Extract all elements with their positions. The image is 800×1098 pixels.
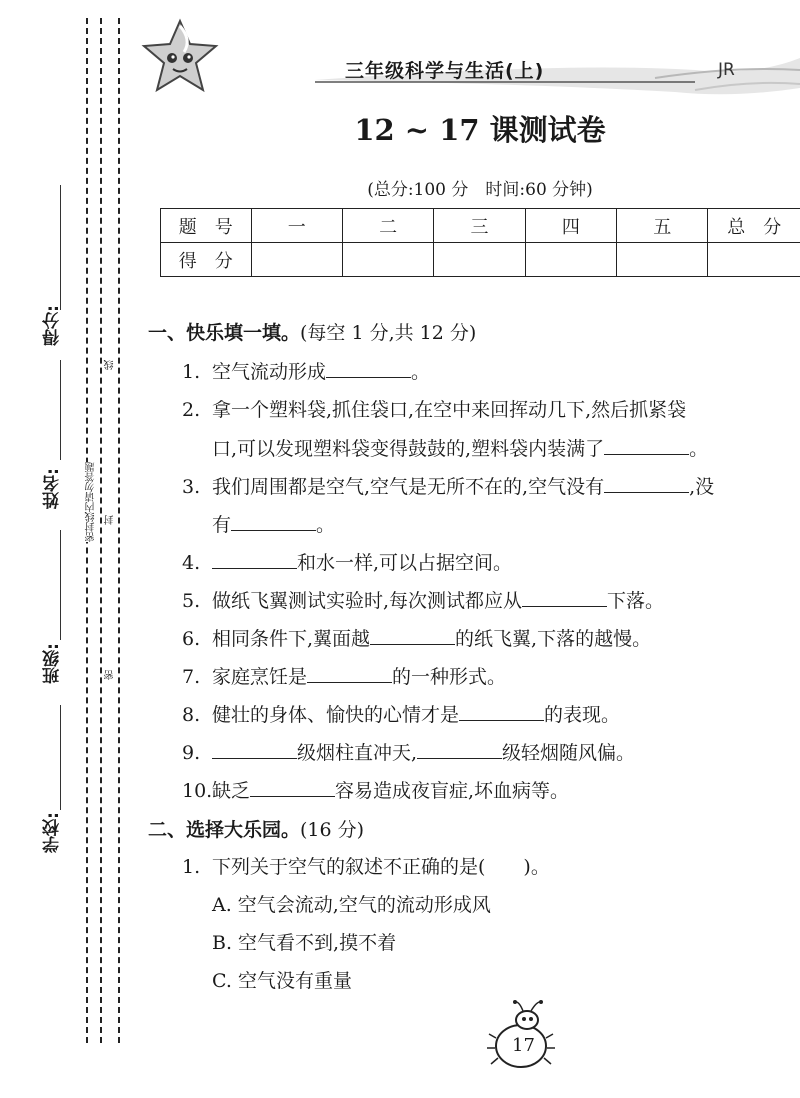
school-field-label: 学校: — [43, 812, 63, 853]
score-cell[interactable] — [434, 243, 525, 277]
class-fill-line — [60, 530, 61, 640]
question-1-1: 1. 空气流动形成 。 — [182, 357, 430, 384]
question-1-3-cont: 有 。 — [212, 510, 335, 537]
score-cell[interactable] — [617, 243, 708, 277]
score-table — [160, 208, 800, 277]
seal-word-secret: 密 — [105, 670, 116, 680]
question-2-1: 1. 下列关于空气的叙述不正确的是( )。 — [182, 856, 550, 878]
answer-blank[interactable] — [417, 739, 502, 759]
name-field-label: 姓名: — [43, 468, 63, 509]
score-cell[interactable] — [708, 243, 800, 277]
book-title: 三年级科学与生活(上) — [345, 60, 545, 82]
score-table-header-cell: 三 — [434, 209, 525, 243]
edition-code: JR — [718, 60, 735, 80]
answer-blank[interactable] — [250, 777, 335, 797]
question-1-4: 4. 和水一样,可以占据空间。 — [182, 548, 512, 575]
question-1-2-cont: 口,可以发现塑料袋变得鼓鼓的,塑料袋内装满了 。 — [212, 434, 708, 461]
answer-blank[interactable] — [604, 435, 689, 455]
question-1-9: 9. 级烟柱直冲天, 级轻烟随风偏。 — [182, 738, 635, 765]
score-cell[interactable] — [251, 243, 342, 277]
class-field-label: 班级: — [43, 643, 63, 684]
page-title: 12 ~ 17 课测试卷 — [354, 113, 606, 147]
section1-heading: 一、快乐填一填。(每空 1 分,共 12 分) — [148, 322, 477, 344]
question-1-8: 8. 健壮的身体、愉快的心情才是 的表现。 — [182, 700, 620, 727]
binding-dashed-line-inner — [118, 18, 120, 1043]
option-c[interactable]: C. 空气没有重量 — [212, 970, 352, 992]
score-table-header-cell: 题 号 — [161, 209, 252, 243]
score-table-header-cell: 五 — [617, 209, 708, 243]
score-cell[interactable] — [342, 243, 433, 277]
exam-info: (总分:100 分 时间:60 分钟) — [367, 180, 593, 200]
school-fill-line — [60, 705, 61, 810]
score-table-header-cell: 四 — [525, 209, 616, 243]
answer-blank[interactable] — [370, 625, 455, 645]
answer-blank[interactable] — [231, 511, 316, 531]
question-1-5: 5. 做纸飞翼测试实验时,每次测试都应从 下落。 — [182, 586, 664, 613]
score-row-label: 得 分 — [161, 243, 252, 277]
option-b[interactable]: B. 空气看不到,摸不着 — [212, 932, 397, 954]
question-1-3: 3. 我们周围都是空气,空气是无所不在的,空气没有 ,没 — [182, 472, 714, 499]
section2-heading: 二、选择大乐园。(16 分) — [148, 819, 365, 841]
score-cell[interactable] — [525, 243, 616, 277]
answer-blank[interactable] — [326, 358, 411, 378]
name-fill-line — [60, 360, 61, 460]
score-field-label: 得分: — [43, 305, 63, 346]
answer-blank[interactable] — [604, 473, 689, 493]
question-1-6: 6. 相同条件下,翼面越 的纸飞翼,下落的越慢。 — [182, 624, 651, 651]
score-table-score-row — [161, 243, 800, 277]
page-number: 17 — [512, 1035, 535, 1056]
seal-word-line: 线 — [105, 360, 116, 370]
score-table-header-cell: 一 — [251, 209, 342, 243]
score-table-header-cell: 总 分 — [708, 209, 800, 243]
answer-blank[interactable] — [522, 587, 607, 607]
seal-word-seal: 封 — [105, 515, 116, 525]
seal-instruction: 密封线内请勿答题 — [86, 462, 97, 542]
binding-dashed-line-middle — [100, 18, 102, 1043]
score-fill-line — [60, 185, 61, 310]
question-1-7: 7. 家庭烹饪是 的一种形式。 — [182, 662, 506, 689]
score-table-header-row — [161, 209, 800, 243]
mascot-star-icon — [140, 18, 220, 96]
answer-blank[interactable] — [307, 663, 392, 683]
question-1-2: 2. 拿一个塑料袋,抓住袋口,在空中来回挥动几下,然后抓紧袋 — [182, 399, 687, 421]
answer-blank[interactable] — [459, 701, 544, 721]
score-table-header-cell: 二 — [342, 209, 433, 243]
answer-blank[interactable] — [212, 739, 297, 759]
answer-blank[interactable] — [212, 549, 297, 569]
question-1-10: 10.缺乏 容易造成夜盲症,坏血病等。 — [182, 776, 569, 803]
option-a[interactable]: A. 空气会流动,空气的流动形成风 — [212, 894, 491, 916]
